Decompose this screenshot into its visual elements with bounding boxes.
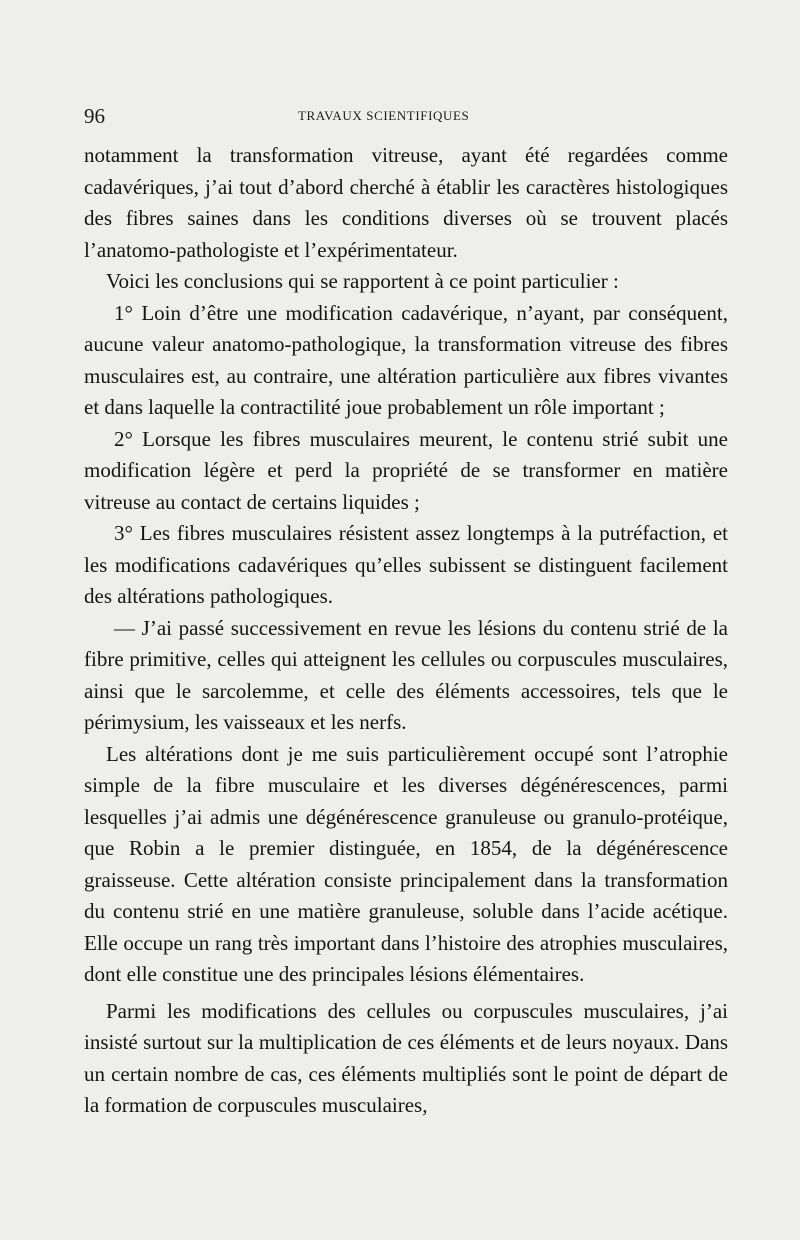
paragraph-lesions-review: — J’ai passé successivement en revue les lésions du contenu strié de la fibre primitive, celles qui atteignent les cellules ou corpuscules musculaires, ainsi que le sarcolemme, et celle des éléments accessoires, tels que le périmysium, les vaisseaux et les nerfs. xyxy=(84,615,728,734)
running-title: TRAVAUX SCIENTIFIQUES xyxy=(298,108,470,123)
page-number: 96 xyxy=(84,104,105,128)
paragraph-conclusion-1: 1° Loin d’être une modification cadavérique, n’ayant, par conséquent, aucune valeur anatomo-pathologique, la transformation vitreuse des fibres musculaires est, au contraire, une altération particulière aux fibres vivantes et dans laquelle la contractilité joue probablement un rôle important ; xyxy=(84,300,728,419)
paragraph-alterations: Les altérations dont je me suis particulièrement occupé sont l’atrophie simple de la fibre musculaire et les diverses dégénérescences, parmi lesquelles j’ai admis une dégénérescence granuleuse ou granulo-protéique, que Robin a le premier distinguée, en 1854, de la dégénérescence graisseuse. Cette altération consiste principalement dans la transformation du contenu strié en une matière granuleuse, soluble dans l’acide acétique. Elle occupe un rang très important dans l’histoire des atrophies musculaires, dont elle constitue une des principales lésions élémentaires. xyxy=(84,741,728,986)
page-header xyxy=(84,104,728,128)
paragraph-conclusion-2: 2° Lorsque les fibres musculaires meurent, le contenu strié subit une modification légère et perd la propriété de se transformer en matière vitreuse au contact de certains liquides ; xyxy=(84,426,728,514)
paragraph-conclusions-intro: Voici les conclusions qui se rapportent à ce point particulier : xyxy=(106,269,619,293)
paragraph-cell-modifications: Parmi les modifications des cellules ou corpuscules musculaires, j’ai insisté surtout sur la multiplication de ces éléments et de leurs noyaux. Dans un certain nombre de cas, ces éléments multipliés sont le point de départ de la formation de corpuscules musculaires, xyxy=(84,998,728,1117)
body-text xyxy=(84,140,728,1122)
paragraph-conclusion-3: 3° Les fibres musculaires résistent assez longtemps à la putréfaction, et les modifications cadavériques qu’elles subissent se distinguent facilement des altérations pathologiques. xyxy=(84,521,728,608)
paragraph-continuation: notamment la transformation vitreuse, ayant été regardées comme cadavériques, j’ai tout d’abord cherché à établir les caractères histologiques des fibres saines dans les conditions diverses où se trouvent placés l’anatomo-pathologiste et l’expérimentateur. xyxy=(84,143,728,262)
